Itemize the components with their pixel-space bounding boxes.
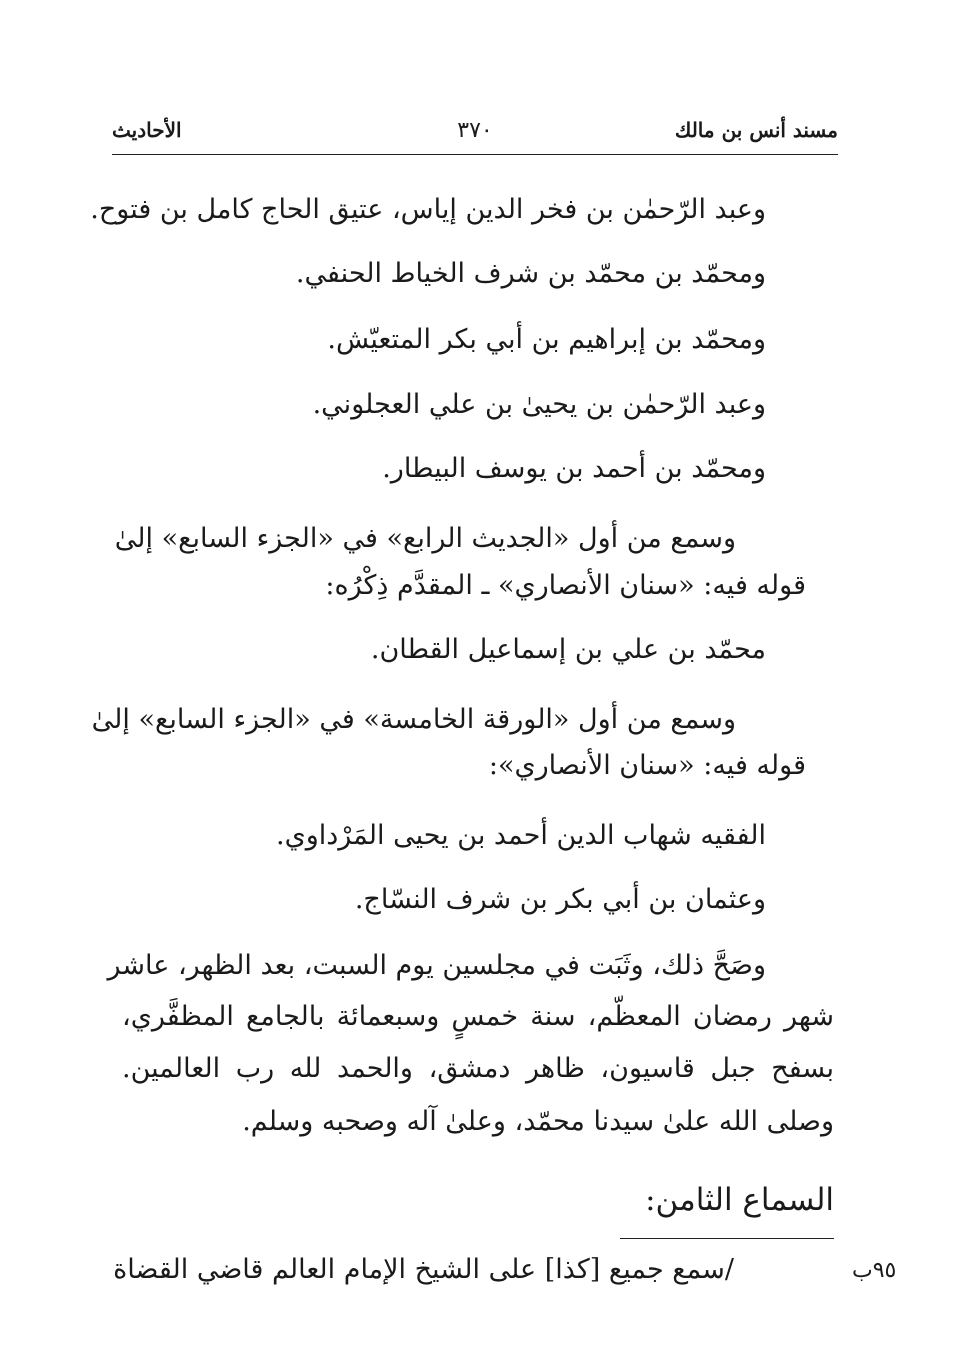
header-section: الأحاديث — [112, 118, 182, 142]
text-line: قوله فيه: «سنان الأنصاري»: — [488, 750, 806, 781]
text-line: وعبد الرّحمٰن بن يحيىٰ بن علي العجلوني. — [312, 389, 766, 420]
text-line: ومحمّد بن محمّد بن شرف الخياط الحنفي. — [295, 258, 766, 289]
text-line: /سمع جميع [كذا] على الشيخ الإمام العالم قاضي القضاة — [113, 1254, 734, 1285]
running-header — [112, 114, 838, 155]
margin-folio-note: ٩٥ب — [852, 1258, 897, 1283]
text-line: ومحمّد بن إبراهيم بن أبي بكر المتعيّش. — [327, 324, 766, 355]
text-line: وسمع من أول «الورقة الخامسة» في «الجزء السابع» إلىٰ — [91, 704, 736, 735]
heading-rule — [620, 1238, 834, 1239]
text-line: قوله فيه: «سنان الأنصاري» ـ المقدَّم ذِكْرُه: — [325, 570, 806, 601]
text-line: وصَحَّ ذلك، وثَبَت في مجلسين يوم السبت، بعد الظهر، عاشر — [107, 950, 766, 981]
text-line: محمّد بن علي بن إسماعيل القطان. — [370, 634, 766, 665]
text-line: وعثمان بن أبي بكر بن شرف النسّاج. — [354, 884, 766, 915]
section-heading: السماع الثامن: — [645, 1182, 834, 1218]
text-line: شهر رمضان المعظّم، سنة خمسٍ وسبعمائة بالجامع المظفَّري، — [122, 1001, 834, 1032]
text-line: وعبد الرّحمٰن بن فخر الدين إياس، عتيق الحاج كامل بن فتوح. — [90, 194, 766, 225]
header-page-number: ٣٧٠ — [457, 118, 493, 143]
text-line: وسمع من أول «الجديث الرابع» في «الجزء السابع» إلىٰ — [114, 523, 736, 554]
text-line: الفقيه شهاب الدين أحمد بن يحيى المَرْداوي. — [276, 820, 766, 851]
header-book-title: مسند أنس بن مالك — [674, 118, 838, 142]
text-line: وصلى الله علىٰ سيدنا محمّد، وعلىٰ آله وصحبه وسلم. — [242, 1106, 834, 1137]
text-line: بسفح جبل قاسيون، ظاهر دمشق، والحمد لله رب العالمين. — [122, 1053, 834, 1084]
text-line: ومحمّد بن أحمد بن يوسف البيطار. — [382, 453, 766, 484]
